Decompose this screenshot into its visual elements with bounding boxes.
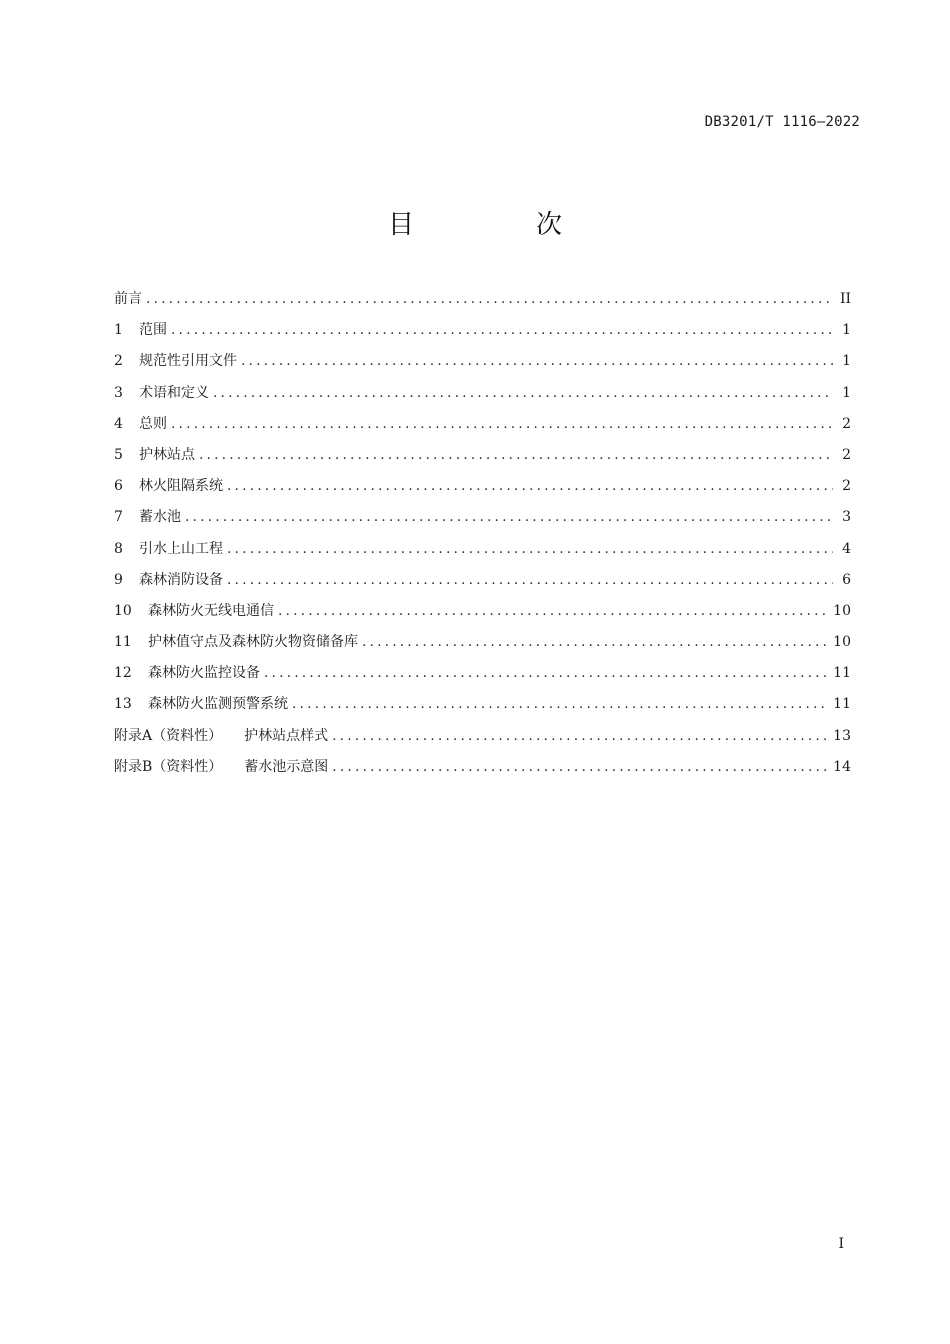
toc-entry-number: 9 (114, 571, 123, 588)
toc-entry-appendix-a[interactable] (114, 721, 851, 752)
toc-entry-4[interactable] (114, 409, 851, 440)
page-number: I (838, 1236, 844, 1252)
toc-entry-3[interactable] (114, 378, 851, 409)
toc-entry-label: 蓄水池 (139, 509, 181, 526)
toc-entry-page: 2 (842, 446, 851, 463)
toc-leader-dots (278, 596, 827, 627)
toc-entry-page: 3 (842, 509, 851, 526)
toc-entry-label: 护林站点样式 (244, 727, 329, 744)
toc-entry-number: 13 (114, 696, 132, 713)
toc-entry-page: 2 (842, 478, 851, 495)
toc-entry-13[interactable] (114, 689, 851, 720)
toc-entry-label: 森林防火无线电通信 (148, 602, 274, 619)
toc-leader-dots (146, 284, 833, 315)
toc-leader-dots (241, 346, 833, 377)
toc-entry-label: 林火阻隔系统 (139, 478, 223, 495)
toc-leader-dots (332, 721, 827, 752)
toc-entry-number: 12 (114, 665, 132, 682)
toc-leader-dots (227, 534, 833, 565)
toc-entry-page: 6 (842, 571, 851, 588)
toc-appendix-tag: 附录B（资料性） (114, 758, 223, 775)
toc-entry-5[interactable] (114, 440, 851, 471)
toc-entry-page: 14 (833, 758, 851, 775)
toc-entry-label: 范围 (139, 322, 167, 339)
toc-entry-label: 森林防火监测预警系统 (148, 696, 288, 713)
toc-entry-page: 1 (842, 353, 851, 370)
toc-entry-label: 蓄水池示意图 (244, 758, 329, 775)
toc-entry-page: 2 (842, 415, 851, 432)
toc-leader-dots (332, 752, 827, 783)
toc-leader-dots (227, 471, 833, 502)
toc-entry-number: 5 (114, 446, 123, 463)
toc-leader-dots (362, 627, 827, 658)
toc-entry-label: 护林站点 (139, 446, 195, 463)
toc-entry-number: 1 (114, 322, 123, 339)
toc-entry-label: 引水上山工程 (139, 540, 223, 557)
toc-entry-page: 11 (833, 665, 851, 682)
toc-entry-label: 森林防火监控设备 (148, 665, 260, 682)
toc-entry-page: 10 (833, 602, 851, 619)
toc-leader-dots (227, 565, 833, 596)
toc-entry-number: 3 (114, 384, 123, 401)
toc-leader-dots (292, 689, 827, 720)
toc-entry-page: 10 (833, 634, 851, 651)
toc-entry-appendix-b[interactable] (114, 752, 851, 783)
table-of-contents (114, 284, 851, 783)
toc-entry-label: 护林值守点及森林防火物资储备库 (148, 634, 358, 651)
toc-entry-7[interactable] (114, 502, 851, 533)
toc-leader-dots (171, 409, 833, 440)
toc-entry-page: 11 (833, 696, 851, 713)
toc-entry-preface[interactable] (114, 284, 851, 315)
toc-entry-number: 6 (114, 478, 123, 495)
toc-entry-1[interactable] (114, 315, 851, 346)
toc-leader-dots (264, 658, 827, 689)
toc-entry-10[interactable] (114, 596, 851, 627)
toc-entry-number: 10 (114, 602, 132, 619)
toc-leader-dots (171, 315, 833, 346)
toc-leader-dots (185, 502, 833, 533)
toc-leader-dots (199, 440, 833, 471)
toc-entry-label: 规范性引用文件 (139, 353, 237, 370)
toc-entry-page: 1 (842, 384, 851, 401)
document-code: DB3201/T 1116—2022 (704, 114, 860, 130)
toc-entry-number: 2 (114, 353, 123, 370)
page-title: 目 次 (387, 210, 610, 240)
toc-entry-12[interactable] (114, 658, 851, 689)
toc-leader-dots (213, 378, 833, 409)
toc-entry-label: 森林消防设备 (139, 571, 223, 588)
toc-entry-number: 7 (114, 509, 123, 526)
toc-entry-9[interactable] (114, 565, 851, 596)
toc-entry-label: 总则 (139, 415, 167, 432)
toc-entry-page: 1 (842, 322, 851, 339)
toc-entry-6[interactable] (114, 471, 851, 502)
toc-entry-number: 4 (114, 415, 123, 432)
toc-entry-label: 术语和定义 (139, 384, 209, 401)
toc-appendix-tag: 附录A（资料性） (114, 727, 223, 744)
toc-entry-2[interactable] (114, 346, 851, 377)
toc-entry-label: 前言 (114, 291, 142, 307)
toc-entry-page: 13 (833, 727, 851, 744)
toc-entry-11[interactable] (114, 627, 851, 658)
toc-entry-number: 8 (114, 540, 123, 557)
toc-entry-8[interactable] (114, 534, 851, 565)
toc-entry-page: 4 (842, 540, 851, 557)
toc-entry-page: II (839, 291, 851, 307)
toc-entry-number: 11 (114, 634, 132, 651)
